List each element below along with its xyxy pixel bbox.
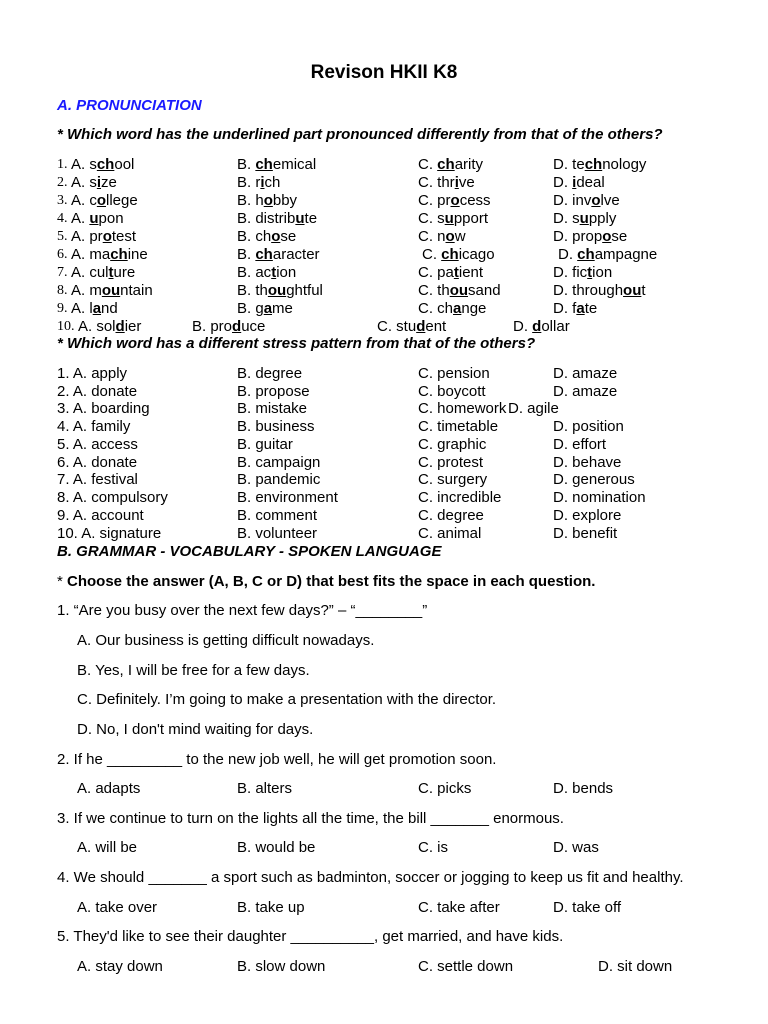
underlined-part: ch: [437, 156, 455, 173]
underlined-part: ou: [101, 282, 121, 299]
option-prefix: D. te: [553, 156, 585, 173]
option-d[interactable]: [553, 228, 627, 245]
question-4-stem: 4. We should _______ a sport such as badminton, soccer or jogging to keep us fit and healthy.: [57, 869, 684, 886]
option-suffix: ine: [127, 246, 148, 263]
underlined-part: a: [576, 300, 585, 317]
option-b[interactable]: B. campaign: [237, 454, 321, 471]
question-2-option-d[interactable]: D. bends: [553, 780, 614, 797]
option-suffix: deal: [576, 174, 605, 191]
option-prefix: B. r: [237, 174, 261, 191]
option-b[interactable]: B. volunteer: [237, 525, 318, 542]
stress-row: [0, 436, 768, 454]
option-prefix: C. ch: [418, 300, 454, 317]
underlined-part: i: [572, 174, 577, 191]
section-b-heading: B. GRAMMAR - VOCABULARY - SPOKEN LANGUAGE: [57, 543, 442, 560]
option-a[interactable]: [71, 300, 118, 317]
instruction-marker: *: [57, 573, 68, 590]
option-suffix: ollar: [541, 318, 570, 335]
option-a[interactable]: 5. A. access: [57, 436, 138, 453]
question-number: 6.: [57, 247, 68, 262]
option-prefix: C. n: [418, 228, 446, 245]
option-suffix: llege: [106, 192, 138, 209]
option-a[interactable]: [71, 246, 148, 263]
question-1-option-a[interactable]: A. Our business is getting difficult nowadays.: [77, 632, 375, 649]
option-a[interactable]: [71, 156, 134, 173]
underlined-part: t: [271, 264, 277, 281]
option-d[interactable]: D. behave: [553, 454, 622, 471]
question-number: 10.: [57, 319, 75, 334]
question-number: 4.: [57, 211, 68, 226]
stress-row: [0, 489, 768, 507]
option-suffix: ool: [114, 156, 135, 173]
underlined-part: i: [454, 174, 459, 191]
option-a[interactable]: [71, 210, 124, 227]
question-2-option-c[interactable]: C. picks: [418, 780, 472, 797]
underlined-part: ch: [96, 156, 115, 173]
question-1-option-d[interactable]: D. No, I don't mind waiting for days.: [77, 721, 314, 738]
option-c[interactable]: [418, 156, 483, 173]
question-5-option-c[interactable]: C. settle down: [418, 958, 514, 975]
option-a[interactable]: 10. A. signature: [57, 525, 162, 542]
option-prefix: C. s: [418, 210, 445, 227]
option-d[interactable]: D. agile: [508, 400, 559, 417]
option-prefix: D. fic: [553, 264, 588, 281]
option-prefix: B. h: [237, 192, 264, 209]
option-prefix: A. s: [71, 174, 97, 191]
option-b[interactable]: [192, 318, 265, 335]
option-b[interactable]: B. propose: [237, 383, 310, 400]
pronunciation-instruction: * Which word has the underlined part pronounced differently from that of the others?: [57, 126, 663, 143]
underlined-part: ch: [255, 156, 273, 173]
option-b[interactable]: [237, 210, 317, 227]
option-a[interactable]: 7. A. festival: [57, 471, 138, 488]
option-prefix: A. cul: [71, 264, 109, 281]
option-suffix: pply: [588, 210, 617, 227]
option-suffix: ient: [458, 264, 484, 281]
option-c[interactable]: C. boycott: [418, 383, 486, 400]
stress-row: [0, 365, 768, 383]
option-d[interactable]: D. effort: [553, 436, 607, 453]
question-1-option-b[interactable]: B. Yes, I will be free for a few days.: [77, 662, 310, 679]
option-prefix: C. th: [418, 282, 450, 299]
underlined-part: o: [591, 192, 601, 209]
option-b[interactable]: [237, 264, 296, 281]
option-suffix: me: [272, 300, 293, 317]
option-a[interactable]: 2. A. donate: [57, 383, 138, 400]
stress-row: [0, 400, 768, 418]
option-suffix: ion: [592, 264, 613, 281]
option-b[interactable]: [237, 300, 293, 317]
option-suffix: ch: [264, 174, 281, 191]
option-b[interactable]: [237, 192, 297, 209]
question-number: 5.: [57, 229, 68, 244]
option-prefix: B. ch: [237, 228, 272, 245]
option-c[interactable]: [418, 210, 488, 227]
option-suffix: bby: [272, 192, 298, 209]
option-suffix: cess: [459, 192, 491, 209]
option-suffix: test: [111, 228, 137, 245]
option-a[interactable]: 1. A. apply: [57, 365, 128, 382]
stress-instruction: * Which word has a different stress pattern from that of the others?: [57, 335, 536, 352]
option-d[interactable]: D. position: [553, 418, 624, 435]
option-prefix: D. s: [553, 210, 580, 227]
option-a[interactable]: [71, 192, 138, 209]
underlined-part: o: [602, 228, 612, 245]
option-suffix: icago: [458, 246, 495, 263]
option-suffix: ze: [101, 174, 117, 191]
option-a[interactable]: [71, 282, 153, 299]
pronunciation-row: [0, 264, 768, 282]
option-c[interactable]: C. graphic: [418, 436, 487, 453]
question-2-option-b[interactable]: B. alters: [237, 780, 293, 797]
option-d[interactable]: [553, 192, 620, 209]
question-3-option-a[interactable]: A. will be: [77, 839, 138, 856]
question-5-option-a[interactable]: A. stay down: [77, 958, 163, 975]
section-a-heading: A. PRONUNCIATION: [57, 97, 202, 114]
option-suffix: ier: [124, 318, 142, 335]
option-prefix: B. th: [237, 282, 268, 299]
question-5-option-b[interactable]: B. slow down: [237, 958, 326, 975]
question-5-stem: 5. They'd like to see their daughter __________, get married, and have kids.: [57, 928, 564, 945]
option-c[interactable]: C. animal: [418, 525, 482, 542]
question-number: 2.: [57, 175, 68, 190]
option-prefix: C. pr: [418, 192, 451, 209]
option-prefix: D. prop: [553, 228, 603, 245]
option-c[interactable]: [377, 318, 446, 335]
option-suffix: te: [304, 210, 318, 227]
stress-row: [0, 418, 768, 436]
stress-row: [0, 454, 768, 472]
option-d[interactable]: [553, 264, 612, 281]
option-prefix: D.: [513, 318, 533, 335]
pronunciation-row: [0, 318, 768, 336]
option-prefix: D. through: [553, 282, 624, 299]
underlined-part: u: [444, 210, 454, 227]
option-suffix: ve: [458, 174, 475, 191]
option-a[interactable]: [71, 264, 135, 281]
pronunciation-row: [0, 156, 768, 174]
question-5-option-d[interactable]: D. sit down: [598, 958, 673, 975]
option-d[interactable]: [553, 300, 597, 317]
option-suffix: se: [611, 228, 628, 245]
underlined-part: o: [96, 192, 107, 209]
underlined-part: i: [260, 174, 265, 191]
option-prefix: D.: [553, 174, 573, 191]
question-1-stem: 1. “Are you busy over the next few days?” – “________”: [57, 602, 428, 619]
underlined-part: o: [102, 228, 112, 245]
option-prefix: A. pr: [71, 228, 103, 245]
option-suffix: ion: [276, 264, 297, 281]
option-a[interactable]: 3. A. boarding: [57, 400, 150, 417]
option-prefix: D. inv: [553, 192, 592, 209]
underlined-part: ch: [255, 246, 273, 263]
pronunciation-row: [0, 246, 768, 264]
option-a[interactable]: 9. A. account: [57, 507, 144, 524]
option-suffix: nd: [101, 300, 118, 317]
option-c[interactable]: C. pension: [418, 365, 490, 382]
underlined-part: u: [579, 210, 589, 227]
option-suffix: nology: [602, 156, 647, 173]
option-d[interactable]: [553, 282, 646, 299]
option-d[interactable]: D. generous: [553, 471, 635, 488]
question-3-stem: 3. If we continue to turn on the lights all the time, the bill _______ enormous.: [57, 810, 564, 827]
question-2-option-a[interactable]: A. adapts: [77, 780, 141, 797]
question-number: 3.: [57, 193, 68, 208]
underlined-part: ou: [267, 282, 287, 299]
stress-row: [0, 507, 768, 525]
option-d[interactable]: D. nomination: [553, 489, 646, 506]
option-b[interactable]: B. environment: [237, 489, 338, 506]
option-prefix: D.: [558, 246, 578, 263]
underlined-part: d: [232, 318, 242, 335]
option-prefix: B.: [237, 156, 256, 173]
option-c[interactable]: [418, 282, 501, 299]
option-suffix: se: [280, 228, 297, 245]
option-d[interactable]: [553, 156, 646, 173]
option-suffix: nge: [461, 300, 487, 317]
option-suffix: ure: [113, 264, 136, 281]
option-a[interactable]: [78, 318, 141, 335]
question-2-stem: 2. If he _________ to the new job well, he will get promotion soon.: [57, 751, 497, 768]
option-prefix: C. pa: [418, 264, 454, 281]
underlined-part: d: [532, 318, 542, 335]
option-b[interactable]: B. guitar: [237, 436, 293, 453]
option-b[interactable]: [237, 174, 280, 191]
option-prefix: A. s: [71, 156, 97, 173]
underlined-part: o: [271, 228, 281, 245]
question-3-option-c[interactable]: C. is: [418, 839, 448, 856]
option-prefix: A. m: [71, 282, 102, 299]
option-a[interactable]: [71, 228, 136, 245]
option-c[interactable]: [418, 228, 466, 245]
option-prefix: D. f: [553, 300, 577, 317]
option-prefix: A. l: [71, 300, 93, 317]
option-suffix: ntain: [120, 282, 153, 299]
option-prefix: C.: [422, 246, 442, 263]
underlined-part: ou: [449, 282, 469, 299]
option-suffix: sand: [468, 282, 501, 299]
option-suffix: pon: [98, 210, 124, 227]
option-c[interactable]: [418, 192, 491, 209]
option-d[interactable]: D. amaze: [553, 383, 618, 400]
underlined-part: a: [263, 300, 273, 317]
option-b[interactable]: B. comment: [237, 507, 318, 524]
option-b[interactable]: [237, 246, 320, 263]
option-a[interactable]: 8. A. compulsory: [57, 489, 168, 506]
option-d[interactable]: D. explore: [553, 507, 622, 524]
option-a[interactable]: 4. A. family: [57, 418, 131, 435]
pronunciation-row: [0, 192, 768, 210]
stress-row: [0, 525, 768, 543]
underlined-part: u: [89, 210, 99, 227]
option-c[interactable]: C. protest: [418, 454, 484, 471]
option-suffix: emical: [272, 156, 317, 173]
option-suffix: aracter: [272, 246, 320, 263]
option-a[interactable]: [71, 174, 117, 191]
underlined-part: d: [416, 318, 426, 335]
option-b[interactable]: B. business: [237, 418, 315, 435]
option-suffix: ent: [425, 318, 447, 335]
question-3-option-d[interactable]: D. was: [553, 839, 599, 856]
option-b[interactable]: B. degree: [237, 365, 303, 382]
option-suffix: pport: [453, 210, 489, 227]
option-c[interactable]: [422, 246, 495, 263]
option-suffix: ghtful: [286, 282, 323, 299]
option-suffix: w: [454, 228, 466, 245]
instruction-text: Choose the answer (A, B, C or D) that best fits the space in each question.: [67, 573, 596, 590]
option-prefix: B. g: [237, 300, 264, 317]
option-c[interactable]: C. degree: [418, 507, 484, 524]
option-d[interactable]: [513, 318, 570, 335]
option-d[interactable]: D. amaze: [553, 365, 618, 382]
option-c[interactable]: C. surgery: [418, 471, 488, 488]
underlined-part: ch: [110, 246, 128, 263]
underlined-part: o: [450, 192, 460, 209]
option-a[interactable]: 6. A. donate: [57, 454, 138, 471]
grammar-instruction: [57, 573, 595, 590]
question-4-option-b[interactable]: B. take up: [237, 899, 305, 916]
option-c[interactable]: C. homework: [418, 400, 507, 417]
option-prefix: C.: [418, 156, 438, 173]
underlined-part: ch: [584, 156, 603, 173]
question-number: 9.: [57, 301, 68, 316]
option-prefix: B. distrib: [237, 210, 296, 227]
option-suffix: uce: [241, 318, 266, 335]
question-3-option-b[interactable]: B. would be: [237, 839, 316, 856]
underlined-part: t: [108, 264, 114, 281]
option-d[interactable]: D. benefit: [553, 525, 618, 542]
option-suffix: te: [584, 300, 598, 317]
question-number: 1.: [57, 157, 68, 172]
option-c[interactable]: C. timetable: [418, 418, 499, 435]
option-prefix: B. pro: [192, 318, 233, 335]
pronunciation-row: [0, 282, 768, 300]
option-prefix: A.: [71, 210, 90, 227]
underlined-part: t: [453, 264, 459, 281]
underlined-part: t: [587, 264, 593, 281]
underlined-part: o: [445, 228, 455, 245]
option-c[interactable]: [418, 300, 486, 317]
option-suffix: ampagne: [594, 246, 658, 263]
option-d[interactable]: [553, 210, 616, 227]
underlined-part: ou: [623, 282, 642, 299]
option-b[interactable]: [237, 156, 316, 173]
option-d[interactable]: [558, 246, 657, 263]
pronunciation-row: [0, 174, 768, 192]
underlined-part: a: [92, 300, 102, 317]
pronunciation-row: [0, 300, 768, 318]
option-suffix: t: [641, 282, 646, 299]
option-prefix: A. ma: [71, 246, 111, 263]
underlined-part: a: [453, 300, 462, 317]
option-b[interactable]: B. mistake: [237, 400, 308, 417]
option-prefix: C. stu: [377, 318, 417, 335]
option-b[interactable]: [237, 228, 296, 245]
option-suffix: lve: [600, 192, 620, 209]
question-4-option-d[interactable]: D. take off: [553, 899, 622, 916]
option-prefix: C. thr: [418, 174, 455, 191]
option-d[interactable]: [553, 174, 605, 191]
underlined-part: u: [295, 210, 305, 227]
option-prefix: B. ac: [237, 264, 272, 281]
option-c[interactable]: C. incredible: [418, 489, 502, 506]
question-number: 7.: [57, 265, 68, 280]
option-c[interactable]: [418, 174, 475, 191]
underlined-part: ch: [441, 246, 459, 263]
option-prefix: A. c: [71, 192, 97, 209]
stress-row: [0, 471, 768, 489]
question-1-option-c[interactable]: C. Definitely. I’m going to make a presentation with the director.: [77, 691, 497, 708]
underlined-part: i: [96, 174, 102, 191]
underlined-part: ch: [577, 246, 595, 263]
underlined-part: d: [115, 318, 125, 335]
option-b[interactable]: B. pandemic: [237, 471, 321, 488]
option-suffix: arity: [454, 156, 484, 173]
stress-row: [0, 383, 768, 401]
question-4-option-a[interactable]: A. take over: [77, 899, 158, 916]
option-prefix: B.: [237, 246, 256, 263]
underlined-part: o: [263, 192, 273, 209]
pronunciation-row: [0, 210, 768, 228]
page-title: Revison HKII K8: [310, 62, 458, 83]
option-c[interactable]: [418, 264, 483, 281]
option-prefix: A. sol: [78, 318, 116, 335]
pronunciation-row: [0, 228, 768, 246]
question-4-option-c[interactable]: C. take after: [418, 899, 500, 916]
question-number: 8.: [57, 283, 68, 298]
option-b[interactable]: [237, 282, 323, 299]
